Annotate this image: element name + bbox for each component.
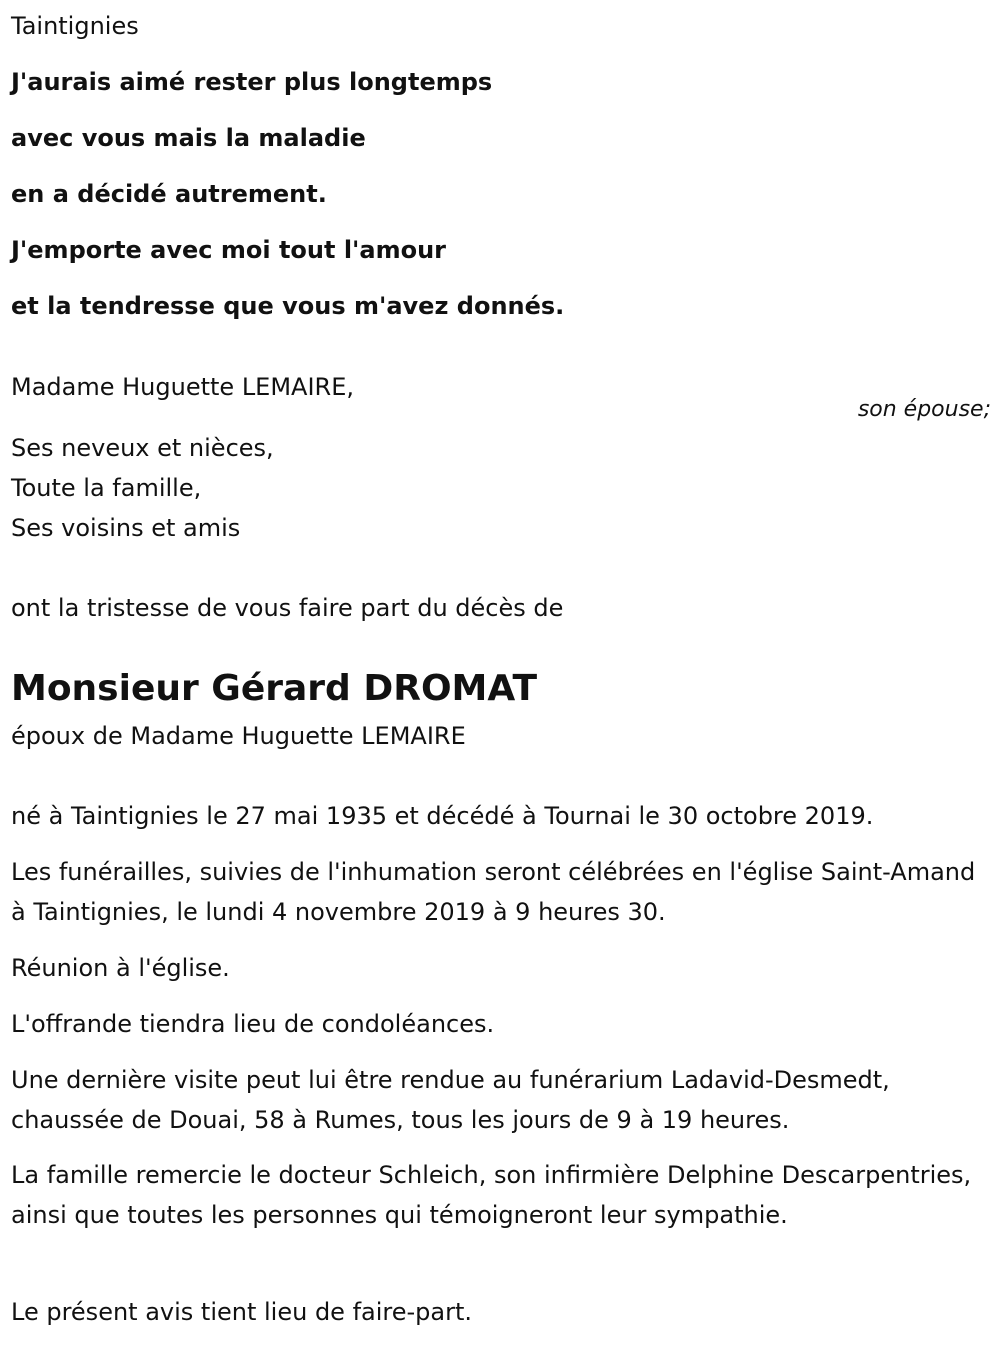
birth-death-line: né à Taintignies le 27 mai 1935 et décédé à Tournai le 30 octobre 2019. [11,802,874,830]
poem-line: J'emporte avec moi tout l'amour [11,236,447,264]
wife-name: Madame Huguette LEMAIRE, [11,373,355,401]
notice-footer: Le présent avis tient lieu de faire-part. [11,1298,473,1326]
deceased-spouse-line: époux de Madame Huguette LEMAIRE [11,722,466,750]
visit-details: Une dernière visite peut lui être rendue au funérarium Ladavid-Desmedt, chaussée de Douai, 58 à Rumes, tous les jours de 9 à 19 heures. [11,1066,890,1134]
poem-line: avec vous mais la maladie [11,124,366,152]
family-member-line: Ses neveux et nièces, [11,434,274,462]
meeting-details: Réunion à l'église. [11,954,230,982]
family-member-line: Toute la famille, [11,474,202,502]
deceased-name: Monsieur Gérard DROMAT [11,668,538,709]
announcement-text: ont la tristesse de vous faire part du décès de [11,594,564,622]
thanks-paragraph: La famille remercie le docteur Schleich, son infirmière Delphine Descarpentries, ainsi que toutes les personnes qui témoigneront leur sympathie. [11,1161,972,1229]
poem-line: et la tendresse que vous m'avez donnés. [11,292,565,320]
wife-role: son épouse; [857,397,991,422]
location-heading: Taintignies [11,12,139,40]
poem-line: en a décidé autrement. [11,180,327,208]
family-member-line: Ses voisins et amis [11,514,241,542]
funeral-details: Les funérailles, suivies de l'inhumation seront célébrées en l'église Saint-Amand à Taintignies, le lundi 4 novembre 2019 à 9 heures 30. [11,858,976,926]
poem-line: J'aurais aimé rester plus longtemps [11,68,493,96]
offering-note: L'offrande tiendra lieu de condoléances. [11,1010,495,1038]
